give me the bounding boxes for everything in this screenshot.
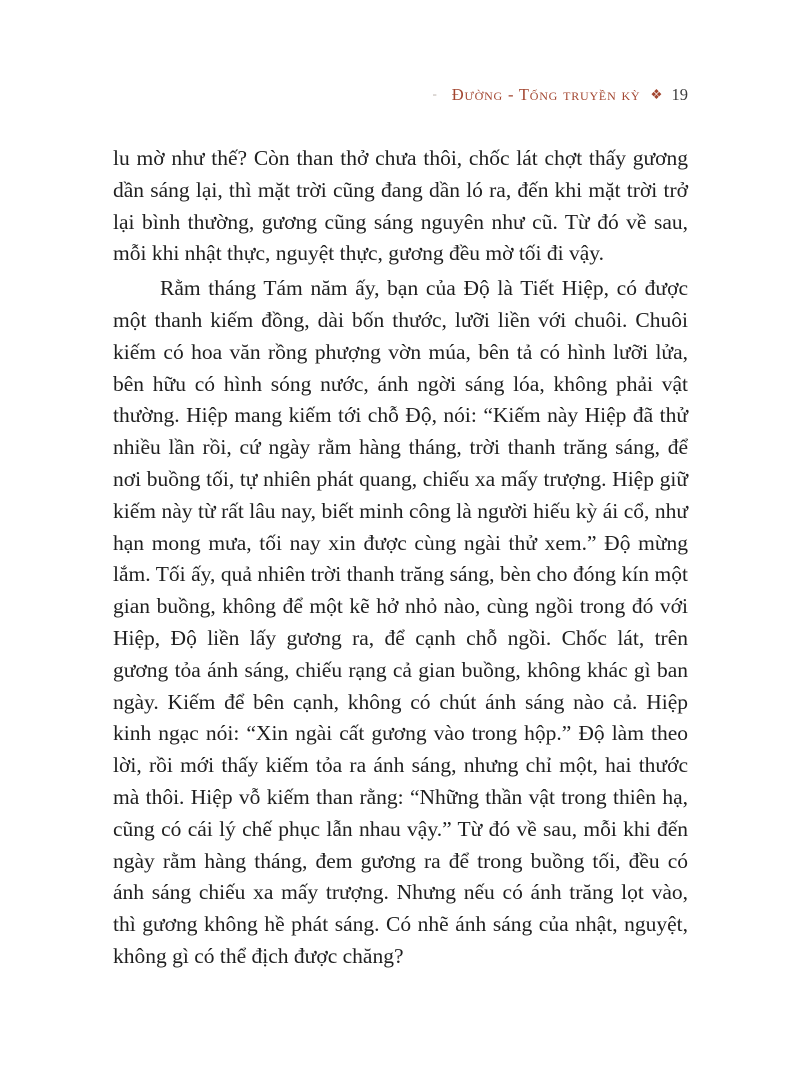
paragraph: Rằm tháng Tám năm ấy, bạn của Độ là Tiết Hiệp, có được một thanh kiếm đồng, dài bốn thước, lưỡi liền với chuôi. Chuôi kiếm có hoa văn rồng phượng vờn múa, bên tả có hình lưỡi lửa, bên hữu có hình sóng nước, ánh ngời sáng lóa, không phải vật thường. Hiệp mang kiếm tới chỗ Độ, nói: “Kiếm này Hiệp đã thử nhiều lần rồi, cứ ngày rằm hàng tháng, trời thanh trăng sáng, để nơi buồng tối, tự nhiên phát quang, chiếu xa mấy trượng. Hiệp giữ kiếm này từ rất lâu nay, biết minh công là người hiếu kỳ ái cổ, như hạn mong mưa, tối nay xin được cùng ngài thử xem.” Độ mừng lắm. Tối ấy, quả nhiên trời thanh trăng sáng, bèn cho đóng kín một gian buồng, không để một kẽ hở nhỏ nào, cùng ngồi trong đó với Hiệp, Độ liền lấy gương ra, để cạnh chỗ ngồi. Chốc lát, trên gương tỏa ánh sáng, chiếu rạng cả gian buồng, không khác gì ban ngày. Kiếm để bên cạnh, không có chút ánh sáng nào cả. Hiệp kinh ngạc nói: “Xin ngài cất gương vào trong hộp.” Độ làm theo lời, rồi mới thấy kiếm tỏa ra ánh sáng, nhưng chỉ một, hai thước mà thôi. Hiệp vỗ kiếm than rằng: “Những thần vật trong thiên hạ, cũng có cái lý chế phục lẫn nhau vậy.” Từ đó về sau, mỗi khi đến ngày rằm hàng tháng, đem gương ra để trong buồng tối, đều có ánh sáng chiếu xa mấy trượng. Nhưng nếu có ánh trăng lọt vào, thì gương không hề phát sáng. Có nhẽ ánh sáng của nhật, nguyệt, không gì có thể địch được chăng? [113, 276, 688, 968]
running-title: Đường - Tống truyền kỳ [451, 85, 641, 104]
running-header [113, 84, 688, 106]
header-ornament: - [432, 86, 438, 101]
diamond-ornament-icon: ❖ [650, 87, 663, 102]
paragraph-continuation: lu mờ như thế? Còn than thở chưa thôi, chốc lát chợt thấy gương dần sáng lại, thì mặt trời cũng đang dần ló ra, đến khi mặt trời trở lại bình thường, gương cũng sáng nguyên như cũ. Từ đó về sau, mỗi khi nhật thực, nguyệt thực, gương đều mờ tối đi vậy. [113, 146, 688, 266]
body-text [113, 143, 688, 973]
page-number: 19 [671, 85, 688, 104]
